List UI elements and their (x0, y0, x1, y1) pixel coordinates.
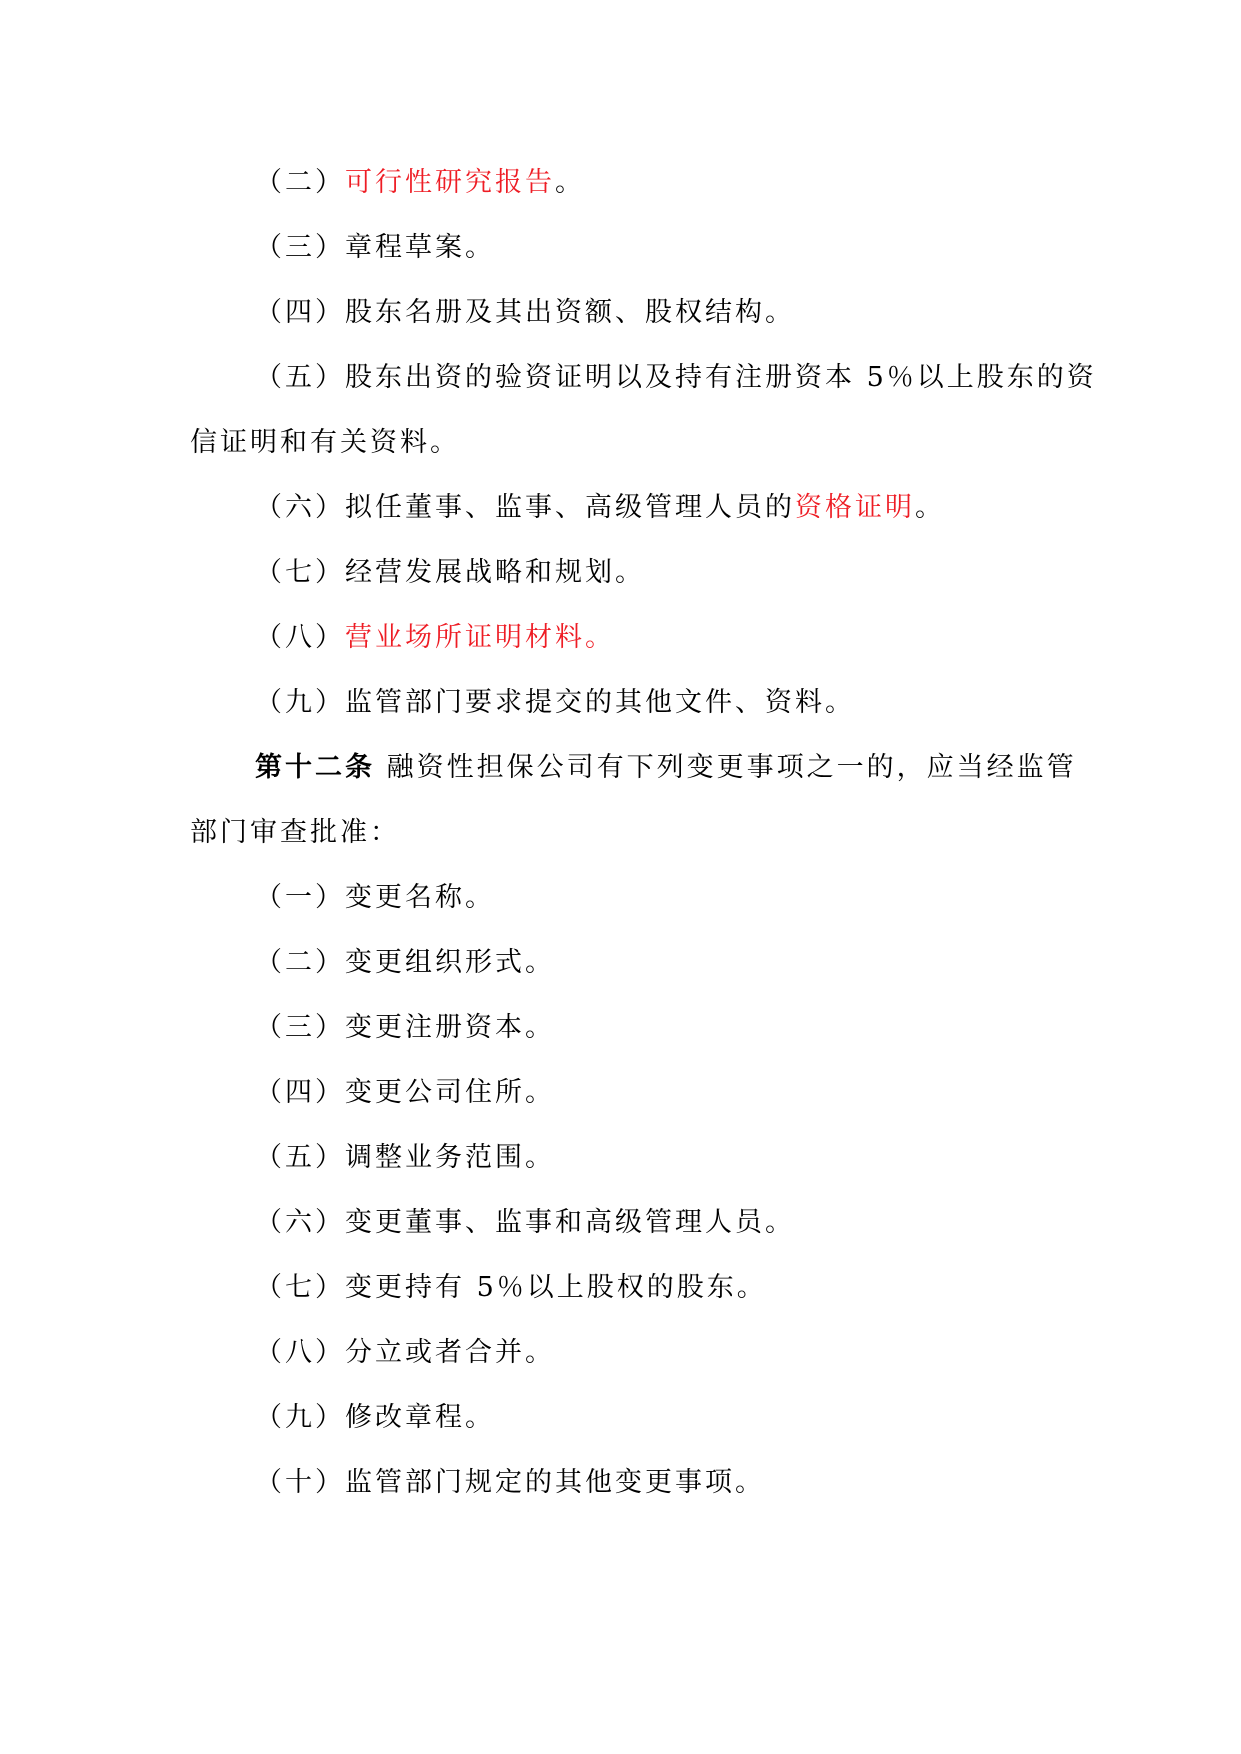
list-item (190, 1255, 1060, 1320)
item-prefix: （五） (255, 1142, 345, 1173)
item-prefix: （三） (255, 232, 345, 263)
item-text: 章程草案。 (345, 232, 495, 263)
list-item (190, 1125, 1060, 1190)
list-item-continuation (190, 410, 1060, 475)
item-text: 拟任董事、监事、高级管理人员的 (345, 492, 795, 523)
item-prefix: （二） (255, 167, 345, 198)
item-text: 监管部门规定的其他变更事项。 (345, 1467, 765, 1498)
article-text: 部门审查批准： (190, 817, 400, 848)
article-heading-line (190, 735, 1077, 800)
list-item (190, 1385, 1060, 1450)
item-text: 变更持有 5％以上股权的股东。 (345, 1272, 767, 1303)
article-continuation (190, 800, 1060, 865)
list-item (190, 150, 1060, 215)
item-text: 监管部门要求提交的其他文件、资料。 (345, 687, 855, 718)
document-body (190, 150, 1097, 1515)
item-prefix: （八） (255, 622, 345, 653)
item-suffix: 。 (915, 492, 945, 523)
list-item (190, 280, 1060, 345)
item-text: 变更董事、监事和高级管理人员。 (345, 1207, 795, 1238)
highlighted-text: 可行性研究报告 (345, 167, 555, 198)
item-prefix: （三） (255, 1012, 345, 1043)
list-item (190, 345, 1097, 410)
item-text: 调整业务范围。 (345, 1142, 555, 1173)
list-item (190, 540, 1060, 605)
item-prefix: （六） (255, 492, 345, 523)
list-item (190, 605, 1060, 670)
item-prefix: （五） (255, 362, 345, 393)
list-item (190, 995, 1060, 1060)
item-text: 信证明和有关资料。 (190, 427, 460, 458)
item-prefix: （九） (255, 687, 345, 718)
item-text: 变更注册资本。 (345, 1012, 555, 1043)
item-text: 股东出资的验资证明以及持有注册资本 5％以上股东的资 (345, 362, 1097, 393)
item-prefix: （九） (255, 1402, 345, 1433)
item-prefix: （七） (255, 557, 345, 588)
item-prefix: （八） (255, 1337, 345, 1368)
item-prefix: （十） (255, 1467, 345, 1498)
list-item (190, 1190, 1060, 1255)
list-item (190, 1060, 1060, 1125)
item-prefix: （一） (255, 882, 345, 913)
highlighted-text: 营业场所证明材料。 (345, 622, 615, 653)
highlighted-text: 资格证明 (795, 492, 915, 523)
list-item (190, 930, 1060, 995)
item-prefix: （二） (255, 947, 345, 978)
item-text: 股东名册及其出资额、股权结构。 (345, 297, 795, 328)
item-text: 经营发展战略和规划。 (345, 557, 645, 588)
item-text: 变更组织形式。 (345, 947, 555, 978)
item-prefix: （四） (255, 1077, 345, 1108)
list-item (190, 1320, 1060, 1385)
item-text: 修改章程。 (345, 1402, 495, 1433)
item-text: 变更名称。 (345, 882, 495, 913)
item-text: 分立或者合并。 (345, 1337, 555, 1368)
list-item (190, 1450, 1060, 1515)
item-prefix: （六） (255, 1207, 345, 1238)
list-item (190, 475, 1060, 540)
item-prefix: （四） (255, 297, 345, 328)
article-title: 第十二条 (255, 752, 375, 783)
item-text: 变更公司住所。 (345, 1077, 555, 1108)
list-item (190, 670, 1060, 735)
item-prefix: （七） (255, 1272, 345, 1303)
list-item (190, 865, 1060, 930)
item-suffix: 。 (555, 167, 585, 198)
list-item (190, 215, 1060, 280)
article-text: 融资性担保公司有下列变更事项之一的，应当经监管 (375, 752, 1077, 783)
